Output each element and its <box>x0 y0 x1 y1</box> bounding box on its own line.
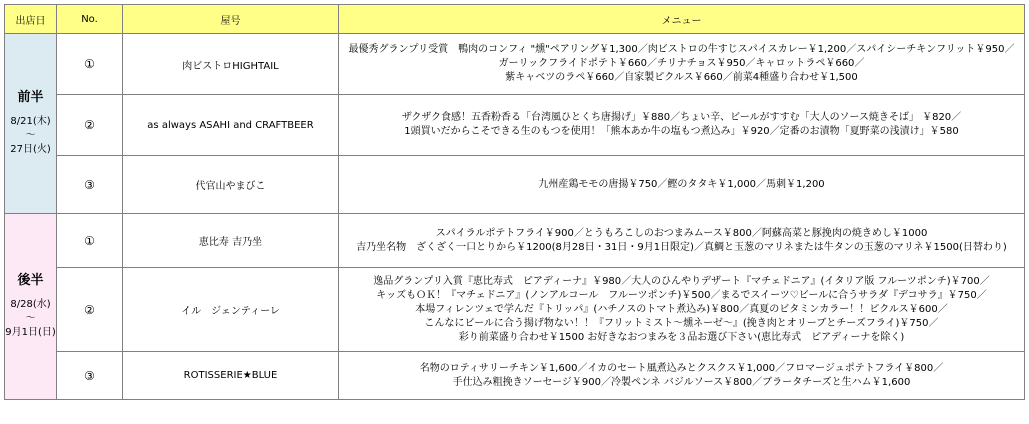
period-tilde: ～ <box>25 312 36 324</box>
shop-name: 恵比寿 吉乃坐 <box>123 214 339 268</box>
period-start-date: 8/28(水) <box>10 298 51 310</box>
menu-line: 手仕込み粗挽きソーセージ￥900／冷製ペンネ バジルソース￥800／ブラータチーズと生ハム￥1,600 <box>452 376 911 388</box>
menu-line: スパイラルポテトフライ￥900／とうもろこしのおつまみムース￥800／阿蘇高菜と豚挽肉の焼きめし￥1000 <box>435 227 928 239</box>
shop-name: ROTISSERIE★BLUE <box>123 352 339 400</box>
menu-cell <box>339 214 1025 268</box>
row-number: ① <box>57 34 123 95</box>
period-tilde: ～ <box>25 129 36 141</box>
period-end-date: 27日(火) <box>10 143 51 155</box>
header-date: 出店日 <box>5 5 57 34</box>
period-end-date: 9月1日(日) <box>5 326 56 338</box>
menu-line: ガーリックフライドポテト￥660／チリナチョス￥950／キャロットラペ￥660／ <box>498 58 865 69</box>
menu-line: 吉乃坐名物 ざくざく一口とりから￥1200(8月28日・31日・9月1日限定)／真鯛と玉葱のマリネまたは牛タンの玉葱のマリネ￥1500(日替わり) <box>356 241 1007 253</box>
table-row <box>5 156 1025 214</box>
menu-line: 彩り前菜盛り合わせ￥1500 お好きなおつまみを３品お選び下さい(恵比寿式 ピアディーナを除く) <box>458 331 905 343</box>
menu-line: 紫キャベツのラペ￥660／自家製ピクルス￥660／前菜4種盛り合わせ￥1,500 <box>505 72 858 83</box>
row-number: ① <box>57 214 123 268</box>
period-start-date: 8/21(木) <box>10 115 51 127</box>
shop-name: 代官山やまびこ <box>123 156 339 214</box>
table-row <box>5 95 1025 156</box>
menu-cell <box>339 156 1025 214</box>
header-no: No. <box>57 5 123 34</box>
menu-line: 1頭買いだからこそできる生のもつを使用！「熊本あか牛の塩もつ煮込み」￥920／定番のお漬物「夏野菜の浅漬け」￥580 <box>404 126 959 137</box>
menu-line: 名物のロティサリーチキン￥1,600／イカのセート風煮込みとクスクス￥1,000／フロマージュポテトフライ￥800／ <box>419 362 944 374</box>
row-number: ② <box>57 268 123 352</box>
shop-name: as always ASAHI and CRAFTBEER <box>123 95 339 156</box>
table-row <box>5 352 1025 400</box>
menu-cell <box>339 352 1025 400</box>
period-first-half <box>5 34 57 214</box>
menu-cell <box>339 34 1025 95</box>
menu-line: 最優秀グランプリ受賞 鴨肉のコンフィ "燻"ペアリング￥1,300／肉ビストロの牛すじスパイスカレー￥1,200／スパイシーチキンフリット￥950／ <box>348 44 1015 55</box>
shop-name: 肉ビストロHIGHTAIL <box>123 34 339 95</box>
row-number: ② <box>57 95 123 156</box>
menu-line: こんなにビールに合う揚げ物ない！！『フリットミスト～燻ネーゼ～』(挽き肉とオリーブとチーズフライ)￥750／ <box>424 317 939 329</box>
row-number: ③ <box>57 352 123 400</box>
menu-table <box>4 4 1025 400</box>
table-row <box>5 214 1025 268</box>
header-row <box>5 5 1025 34</box>
table-row <box>5 268 1025 352</box>
header-menu: メニュー <box>339 5 1025 34</box>
shop-name: イル ジェンティーレ <box>123 268 339 352</box>
menu-cell <box>339 268 1025 352</box>
header-shop: 屋号 <box>123 5 339 34</box>
menu-line: キッズもＯＫ！『マチェドニア』(ノンアルコール フルーツポンチ)￥500／まるでスイーツ♡ビールに合うサラダ『デコサラ』￥750／ <box>376 289 987 301</box>
table-row <box>5 34 1025 95</box>
menu-cell <box>339 95 1025 156</box>
row-number: ③ <box>57 156 123 214</box>
menu-line: 九州産鶏モモの唐揚￥750／鰹のタタキ￥1,000／馬刺￥1,200 <box>538 178 825 190</box>
period-label: 前半 <box>17 89 44 105</box>
period-label: 後半 <box>17 272 44 288</box>
menu-line: 本場フィレンツェで学んだ『トリッパ』(ハチノスのトマト煮込み)￥800／真夏のビタミンカラー！！ピクルス￥600／ <box>415 303 948 315</box>
period-second-half <box>5 214 57 400</box>
menu-line: ザクザク食感！五香粉香る「台湾風ひとくち唐揚げ」￥880／ちょい辛、ビールがすすむ「大人のソース焼きそば」 ￥820／ <box>401 112 962 123</box>
menu-line: 逸品グランプリ入賞『恵比寿式 ピアディーナ』￥980／大人のひんやりデザート『マチェドニア』(イタリア版 フルーツポンチ)￥700／ <box>373 275 990 287</box>
